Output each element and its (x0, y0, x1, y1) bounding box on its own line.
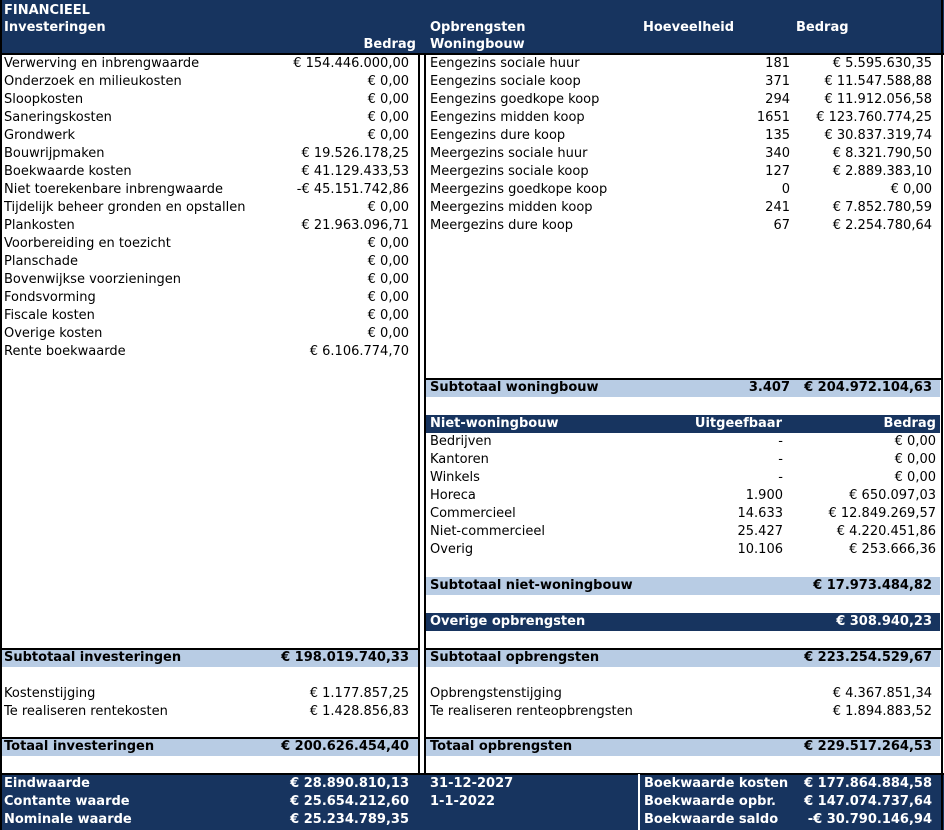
niet-woningbouw-label: Bedrijven (430, 434, 492, 449)
investering-value: € 0,00 (367, 308, 409, 323)
footer-label2: Boekwaarde kosten (644, 776, 789, 791)
opbrengsten-heading: Opbrengsten (430, 20, 526, 35)
investering-label: Voorbereiding en toezicht (4, 236, 171, 251)
woningbouw-qty: 1651 (756, 110, 790, 125)
niet-woningbouw-value: € 4.220.451,86 (836, 524, 936, 539)
niet-woningbouw-label: Horeca (430, 488, 476, 503)
woningbouw-subtotal-top-line (426, 378, 941, 380)
subtotaal-niet-woningbouw-value: € 17.973.484,82 (813, 578, 932, 593)
niet-woningbouw-qty: 10.106 (737, 542, 783, 557)
niet-woningbouw-value: € 0,00 (894, 470, 936, 485)
niet-woningbouw-value: € 12.849.269,57 (828, 506, 936, 521)
investeringen-heading: Investeringen (4, 20, 106, 35)
investering-value: € 154.446.000,00 (293, 56, 409, 71)
woningbouw-value: € 11.912.056,58 (824, 92, 932, 107)
kostenstijging-label: Kostenstijging (4, 686, 96, 701)
investering-label: Bouwrijpmaken (4, 146, 105, 161)
footer-label: Eindwaarde (4, 776, 90, 791)
investering-label: Sloopkosten (4, 92, 84, 107)
investering-value: € 19.526.178,25 (301, 146, 409, 161)
investering-label: Fondsvorming (4, 290, 96, 305)
woningbouw-qty: 181 (765, 56, 790, 71)
report-title: FINANCIEEL (4, 3, 90, 18)
investering-label: Rente boekwaarde (4, 344, 126, 359)
woningbouw-qty: 241 (765, 200, 790, 215)
bedrag-left-heading: Bedrag (363, 37, 416, 52)
subtotaal-woningbouw-qty: 3.407 (748, 380, 790, 395)
woningbouw-qty: 371 (765, 74, 790, 89)
investering-value: € 0,00 (367, 128, 409, 143)
footer-label: Contante waarde (4, 794, 130, 809)
woningbouw-heading: Woningbouw (430, 37, 525, 52)
woningbouw-value: € 11.547.588,88 (824, 74, 932, 89)
totaal-investeringen-label: Totaal investeringen (4, 739, 155, 754)
subtotaal-opbrengsten-label: Subtotaal opbrengsten (430, 650, 600, 665)
niet-woningbouw-label: Winkels (430, 470, 480, 485)
woningbouw-qty: 135 (765, 128, 790, 143)
investering-label: Plankosten (4, 218, 75, 233)
woningbouw-value: € 5.595.630,35 (832, 56, 932, 71)
column-divider-right (424, 54, 426, 774)
footer-label2: Boekwaarde opbr. (644, 794, 776, 809)
footer-label: Nominale waarde (4, 812, 132, 827)
subtotal-top-line-right (426, 648, 941, 650)
woningbouw-label: Eengezins midden koop (430, 110, 585, 125)
totaal-top-line-left (0, 737, 418, 739)
footer-value2: € 177.864.884,58 (804, 776, 932, 791)
footer-value: € 25.234.789,35 (290, 812, 409, 827)
rentekosten-value: € 1.428.856,83 (309, 704, 409, 719)
overige-opbrengsten-label: Overige opbrengsten (430, 614, 586, 629)
woningbouw-label: Meergezins dure koop (430, 218, 574, 233)
niet-woningbouw-label: Commercieel (430, 506, 516, 521)
subtotaal-opbrengsten-value: € 223.254.529,67 (804, 650, 932, 665)
investering-value: € 0,00 (367, 110, 409, 125)
woningbouw-value: € 7.852.780,59 (832, 200, 932, 215)
investering-label: Planschade (4, 254, 79, 269)
investering-label: Niet toerekenbare inbrengwaarde (4, 182, 223, 197)
subtotaal-woningbouw-label: Subtotaal woningbouw (430, 380, 599, 395)
bedrag-right-heading: Bedrag (796, 20, 849, 35)
footer-date: 1-1-2022 (430, 794, 496, 809)
investering-label: Verwerving en inbrengwaarde (4, 56, 200, 71)
investering-label: Fiscale kosten (4, 308, 95, 323)
woningbouw-qty: 67 (773, 218, 790, 233)
subtotaal-woningbouw-value: € 204.972.104,63 (804, 380, 932, 395)
woningbouw-label: Eengezins goedkope koop (430, 92, 600, 107)
investering-label: Saneringskosten (4, 110, 112, 125)
totaal-investeringen-value: € 200.626.454,40 (281, 739, 409, 754)
investering-value: € 0,00 (367, 272, 409, 287)
niet-woningbouw-value: € 253.666,36 (849, 542, 936, 557)
niet-woningbouw-value: € 0,00 (894, 452, 936, 467)
investering-value: € 0,00 (367, 326, 409, 341)
rentekosten-label: Te realiseren rentekosten (4, 704, 168, 719)
totaal-opbrengsten-value: € 229.517.264,53 (804, 739, 932, 754)
investering-value: € 21.963.096,71 (301, 218, 409, 233)
woningbouw-label: Eengezins dure koop (430, 128, 566, 143)
niet-woningbouw-label: Overig (430, 542, 474, 557)
niet-woningbouw-value: € 650.097,03 (849, 488, 936, 503)
investering-value: € 0,00 (367, 254, 409, 269)
investering-label: Onderzoek en milieukosten (4, 74, 182, 89)
outer-left-border (0, 0, 2, 830)
woningbouw-value: € 123.760.774,25 (816, 110, 932, 125)
subtotaal-investeringen-value: € 198.019.740,33 (281, 650, 409, 665)
totaal-opbrengsten-label: Totaal opbrengsten (430, 739, 573, 754)
niet-woningbouw-qty: - (778, 452, 783, 467)
subtotaal-niet-woningbouw-label: Subtotaal niet-woningbouw (430, 578, 633, 593)
footer-value2: € 147.074.737,64 (804, 794, 932, 809)
investering-label: Overige kosten (4, 326, 103, 341)
woningbouw-label: Eengezins sociale koop (430, 74, 581, 89)
investering-value: € 41.129.433,53 (301, 164, 409, 179)
footer-top-line (0, 773, 944, 775)
investering-value: € 0,00 (367, 74, 409, 89)
woningbouw-qty: 294 (765, 92, 790, 107)
opbrengstenstijging-label: Opbrengstenstijging (430, 686, 562, 701)
niet-woningbouw-qty: - (778, 434, 783, 449)
hoeveelheid-heading: Hoeveelheid (643, 20, 735, 35)
overige-opbrengsten-value: € 308.940,23 (836, 614, 932, 629)
footer-date: 31-12-2027 (430, 776, 514, 791)
investering-value: -€ 45.151.742,86 (296, 182, 409, 197)
investering-value: € 0,00 (367, 290, 409, 305)
niet-woningbouw-heading: Niet-woningbouw (430, 416, 559, 431)
investering-label: Grondwerk (4, 128, 76, 143)
niet-woningbouw-bedrag-heading: Bedrag (883, 416, 936, 431)
column-divider-left (418, 54, 420, 774)
footer-label2: Boekwaarde saldo (644, 812, 779, 827)
woningbouw-label: Eengezins sociale huur (430, 56, 580, 71)
woningbouw-value: € 2.889.383,10 (832, 164, 932, 179)
niet-woningbouw-qty: 1.900 (745, 488, 783, 503)
woningbouw-qty: 340 (765, 146, 790, 161)
niet-woningbouw-label: Kantoren (430, 452, 489, 467)
footer-value2: -€ 30.790.146,94 (807, 812, 932, 827)
woningbouw-value: € 2.254.780,64 (832, 218, 932, 233)
footer-value: € 25.654.212,60 (290, 794, 409, 809)
footer-value: € 28.890.810,13 (290, 776, 409, 791)
renteopbrengsten-value: € 1.894.883,52 (832, 704, 932, 719)
investering-value: € 6.106.774,70 (309, 344, 409, 359)
niet-woningbouw-qty: 25.427 (737, 524, 783, 539)
investering-value: € 0,00 (367, 92, 409, 107)
woningbouw-value: € 30.837.319,74 (824, 128, 932, 143)
header-bottom-line (0, 53, 944, 55)
woningbouw-qty: 127 (765, 164, 790, 179)
woningbouw-value: € 8.321.790,50 (832, 146, 932, 161)
woningbouw-value: € 0,00 (890, 182, 932, 197)
investering-label: Boekwaarde kosten (4, 164, 132, 179)
outer-right-border (941, 0, 943, 830)
kostenstijging-value: € 1.177.857,25 (309, 686, 409, 701)
opbrengstenstijging-value: € 4.367.851,34 (832, 686, 932, 701)
renteopbrengsten-label: Te realiseren renteopbrengsten (430, 704, 633, 719)
investering-value: € 0,00 (367, 236, 409, 251)
woningbouw-label: Meergezins sociale huur (430, 146, 588, 161)
footer-divider (638, 774, 640, 830)
uitgeefbaar-heading: Uitgeefbaar (694, 416, 782, 431)
subtotal-top-line-left (0, 648, 418, 650)
totaal-top-line-right (426, 737, 941, 739)
investering-value: € 0,00 (367, 200, 409, 215)
woningbouw-label: Meergezins goedkope koop (430, 182, 608, 197)
woningbouw-label: Meergezins midden koop (430, 200, 593, 215)
subtotaal-investeringen-label: Subtotaal investeringen (4, 650, 182, 665)
niet-woningbouw-label: Niet-commercieel (430, 524, 545, 539)
investering-label: Bovenwijkse voorzieningen (4, 272, 182, 287)
niet-woningbouw-qty: 14.633 (737, 506, 783, 521)
woningbouw-label: Meergezins sociale koop (430, 164, 589, 179)
niet-woningbouw-value: € 0,00 (894, 434, 936, 449)
investering-label: Tijdelijk beheer gronden en opstallen (4, 200, 246, 215)
woningbouw-qty: 0 (781, 182, 790, 197)
niet-woningbouw-qty: - (778, 470, 783, 485)
